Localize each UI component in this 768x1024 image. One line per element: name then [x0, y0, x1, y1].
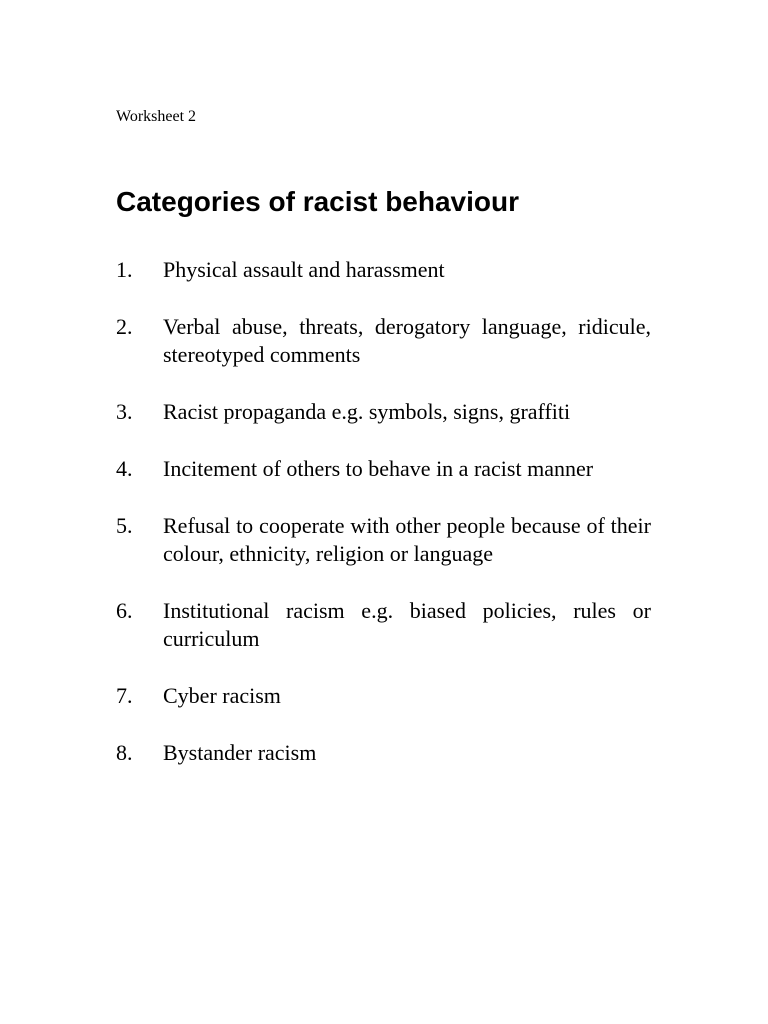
worksheet-label: Worksheet 2: [116, 108, 197, 125]
list-item: [116, 313, 651, 369]
list-item-number: 3.: [116, 399, 133, 424]
list-item: [116, 682, 651, 710]
list-item: [116, 455, 651, 483]
list-item: [116, 398, 651, 426]
behaviour-list: [116, 256, 651, 796]
list-item-text: Incitement of others to behave in a racist manner: [163, 456, 594, 481]
list-item-text: Verbal abuse, threats, derogatory language, ridicule, stereotyped comments: [163, 314, 651, 367]
list-item: [116, 739, 651, 767]
list-item-number: 2.: [116, 314, 133, 339]
list-item-text: Institutional racism e.g. biased policies, rules or curriculum: [163, 598, 651, 651]
list-item-text: Bystander racism: [163, 740, 317, 765]
list-item-text: Refusal to cooperate with other people because of their colour, ethnicity, religion or language: [163, 513, 651, 566]
page-title: Categories of racist behaviour: [116, 186, 520, 217]
list-item-number: 8.: [116, 740, 133, 765]
list-item-number: 5.: [116, 513, 133, 538]
list-item-text: Cyber racism: [163, 683, 281, 708]
list-item: [116, 512, 651, 568]
list-item: [116, 256, 651, 284]
list-item-text: Racist propaganda e.g. symbols, signs, graffiti: [163, 399, 571, 424]
list-item: [116, 597, 651, 653]
list-item-number: 1.: [116, 257, 133, 282]
list-item-number: 4.: [116, 456, 133, 481]
list-item-number: 6.: [116, 598, 133, 623]
list-item-text: Physical assault and harassment: [163, 257, 445, 282]
list-item-number: 7.: [116, 683, 133, 708]
